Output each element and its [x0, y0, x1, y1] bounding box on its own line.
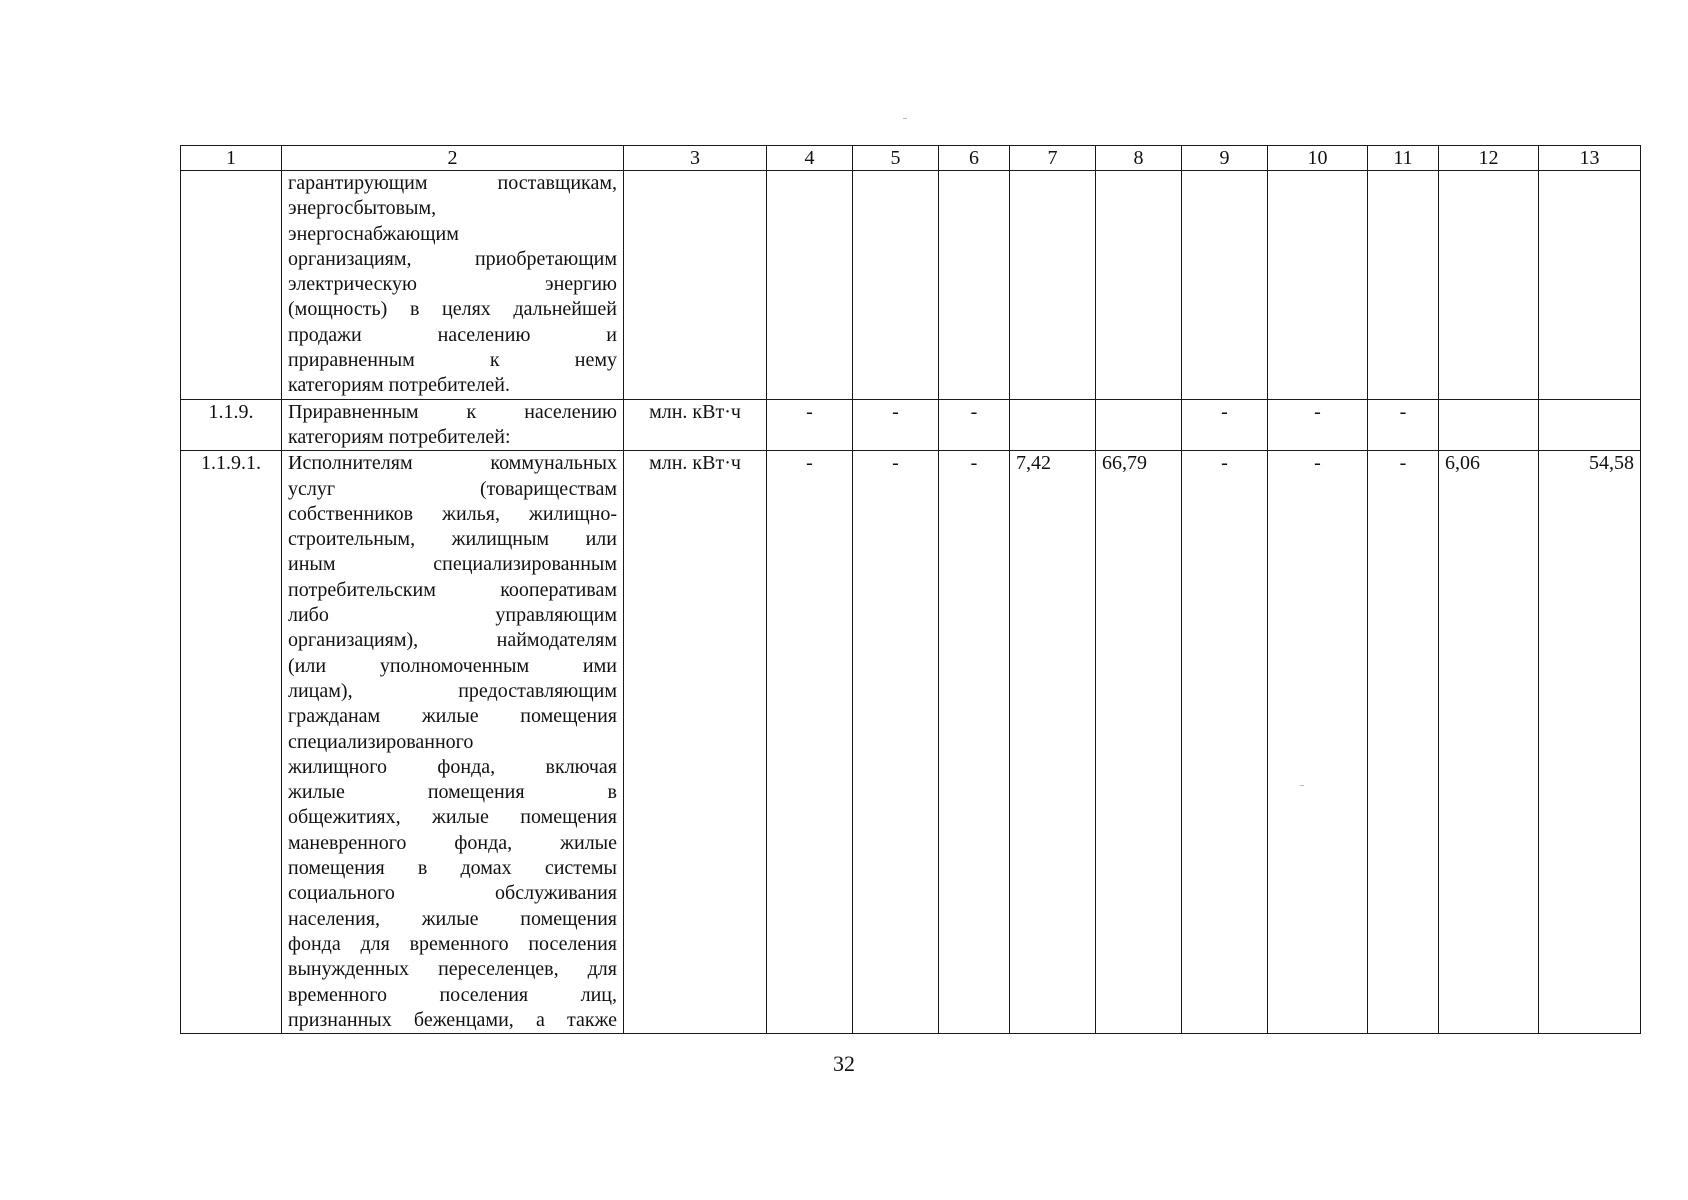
value-cell-11 [1368, 171, 1439, 400]
description-line: (мощность) в целях дальнейшей [288, 298, 617, 321]
tariff-balance-table [180, 145, 1641, 1034]
row-number-cell: 1.1.9. [181, 399, 282, 451]
description-line: маневренного фонда, жилые [288, 831, 617, 854]
description-line: продажи населению и [288, 323, 617, 346]
description-line: вынужденных переселенцев, для [288, 958, 617, 981]
value-cell-8 [1096, 399, 1182, 451]
description-line: фонда для временного поселения [288, 932, 617, 955]
description-line: организациям, приобретающим [288, 247, 617, 270]
description-line: временного поселения лиц, [288, 983, 617, 1006]
value-cell-13 [1539, 171, 1641, 400]
unit-cell [624, 171, 767, 400]
row-description-cell [282, 399, 624, 451]
value-cell-10: - [1268, 399, 1368, 451]
column-header-12: 12 [1439, 146, 1539, 171]
value-cell-7 [1010, 171, 1096, 400]
value-cell-4: - [767, 451, 853, 1034]
value-cell-8 [1096, 171, 1182, 400]
description-line: электрическую энергию [288, 273, 617, 296]
value-cell-4: - [767, 399, 853, 451]
description-line: специализированного [288, 730, 474, 753]
row-number-cell: 1.1.9.1. [181, 451, 282, 1034]
description-line: общежитиях, жилые помещения [288, 806, 617, 829]
description-line: Приравненным к населению [288, 400, 617, 423]
description-line: потребительским кооперативам [288, 578, 617, 601]
row-description-cell [282, 451, 624, 1034]
column-header-1: 1 [181, 146, 282, 171]
description-line: иным специализированным [288, 553, 617, 576]
value-cell-12 [1439, 171, 1539, 400]
description-line: помещения в домах системы [288, 857, 617, 880]
description-line: признанных беженцами, а также [288, 1008, 617, 1031]
value-cell-7: 7,42 [1010, 451, 1096, 1034]
column-header-6: 6 [939, 146, 1010, 171]
description-line: гражданам жилые помещения [288, 705, 617, 728]
page-number: 32 [833, 1051, 855, 1076]
value-cell-5 [853, 171, 939, 400]
scan-speck [1300, 785, 1304, 786]
description-line: строительным, жилищным или [288, 528, 617, 551]
description-line: социального обслуживания [288, 882, 617, 905]
column-number-header-row [181, 146, 1641, 171]
value-cell-11: - [1368, 399, 1439, 451]
value-cell-6: - [939, 451, 1010, 1034]
column-header-2: 2 [282, 146, 624, 171]
scan-speck [903, 118, 907, 119]
description-line: приравненным к нему [288, 349, 617, 372]
value-cell-12: 6,06 [1439, 451, 1539, 1034]
table-row [181, 451, 1641, 1034]
row-number-cell [181, 171, 282, 400]
value-cell-10: - [1268, 451, 1368, 1034]
column-header-4: 4 [767, 146, 853, 171]
value-cell-13: 54,58 [1539, 451, 1641, 1034]
description-line: жилые помещения в [288, 781, 617, 804]
column-header-11: 11 [1368, 146, 1439, 171]
description-line: либо управляющим [288, 604, 617, 627]
column-header-7: 7 [1010, 146, 1096, 171]
table-row [181, 399, 1641, 451]
unit-cell: млн. кВт·ч [624, 399, 767, 451]
value-cell-9: - [1182, 451, 1268, 1034]
description-line: услуг (товариществам [288, 477, 617, 500]
row-description-cell [282, 171, 624, 400]
value-cell-12 [1439, 399, 1539, 451]
description-line: (или уполномоченным ими [288, 654, 617, 677]
description-line: лицам), предоставляющим [288, 679, 617, 702]
value-cell-4 [767, 171, 853, 400]
column-header-9: 9 [1182, 146, 1268, 171]
description-line: энергосбытовым, [288, 197, 437, 220]
unit-cell: млн. кВт·ч [624, 451, 767, 1034]
description-line: Исполнителям коммунальных [288, 452, 617, 475]
value-cell-11: - [1368, 451, 1439, 1034]
value-cell-10 [1268, 171, 1368, 400]
description-line: гарантирующим поставщикам, [288, 172, 617, 194]
value-cell-13 [1539, 399, 1641, 451]
column-header-8: 8 [1096, 146, 1182, 171]
value-cell-6 [939, 171, 1010, 400]
description-line: организациям), наймодателям [288, 629, 617, 652]
description-line: жилищного фонда, включая [288, 755, 617, 778]
value-cell-7 [1010, 399, 1096, 451]
description-line: населения, жилые помещения [288, 907, 617, 930]
column-header-5: 5 [853, 146, 939, 171]
table-row [181, 171, 1641, 400]
column-header-10: 10 [1268, 146, 1368, 171]
column-header-13: 13 [1539, 146, 1641, 171]
description-line: собственников жилья, жилищно- [288, 502, 617, 525]
value-cell-5: - [853, 451, 939, 1034]
description-line: категориям потребителей. [288, 374, 511, 397]
value-cell-6: - [939, 399, 1010, 451]
column-header-3: 3 [624, 146, 767, 171]
description-line: энергоснабжающим [288, 222, 459, 245]
value-cell-8: 66,79 [1096, 451, 1182, 1034]
value-cell-9 [1182, 171, 1268, 400]
description-line: категориям потребителей: [288, 425, 511, 448]
value-cell-9: - [1182, 399, 1268, 451]
value-cell-5: - [853, 399, 939, 451]
